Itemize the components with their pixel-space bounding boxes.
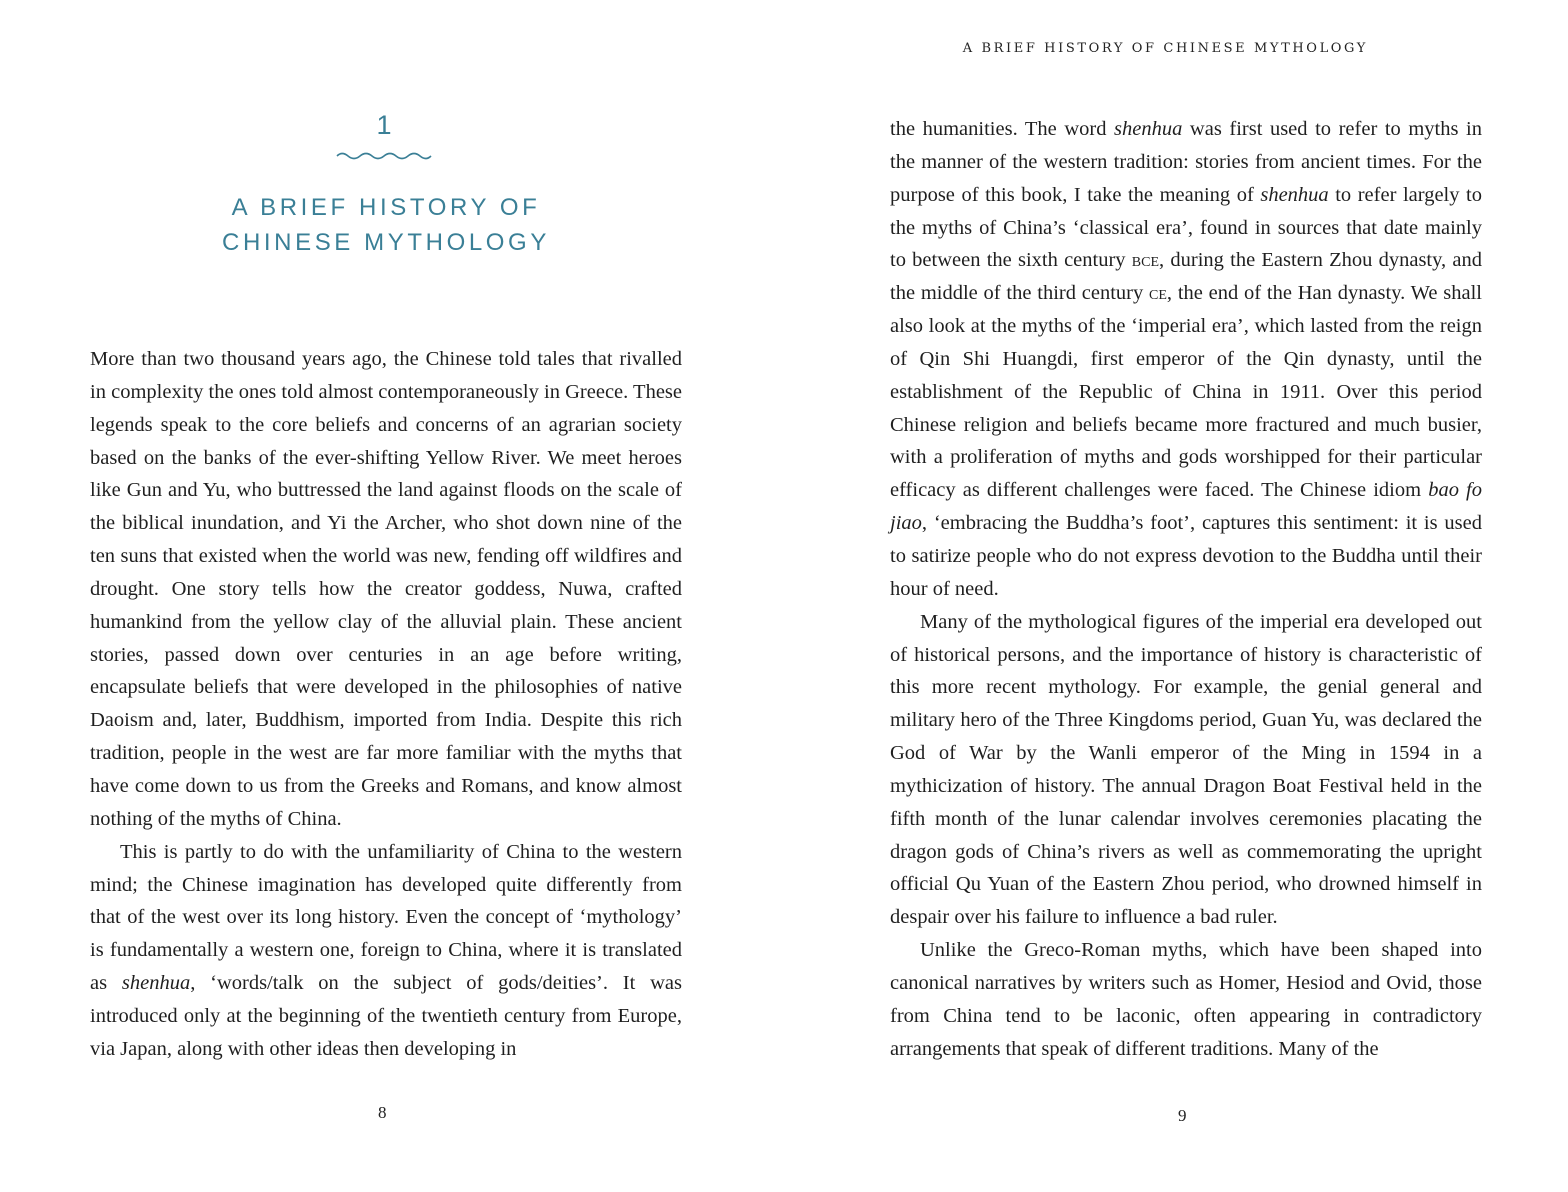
running-head: A BRIEF HISTORY OF CHINESE MYTHOLOGY: [962, 41, 1368, 56]
right-body-text: [890, 113, 1482, 1065]
left-body-text: [90, 343, 682, 1066]
chapter-title: [0, 190, 772, 260]
body-paragraph: More than two thousand years ago, the Chinese told tales that rivalled in complexity the ones told almost contemporaneously in Greece. These legends speak to the core beliefs and concerns of an agrarian society based on the banks of the ever-shifting Yellow River. We meet heroes like Gun and Yu, who buttressed the land against floods on the scale of the biblical inundation, and Yi the Archer, who shot down nine of the ten suns that existed when the world was new, fending off wildfires and drought. One story tells how the creator goddess, Nuwa, crafted humankind from the yellow clay of the alluvial plain. These ancient stories, passed down over centuries in an age before writing, encapsulate beliefs that were developed in the philosophies of native Daoism and, later, Buddhism, imported from India. Despite this rich tradition, people in the west are far more familiar with the myths that have come down to us from the Greeks and Romans, and know almost nothing of the myths of China.: [90, 348, 682, 830]
chapter-title-line-2: CHINESE MYTHOLOGY: [222, 229, 550, 256]
chapter-title-line-1: A BRIEF HISTORY OF: [231, 194, 541, 221]
body-paragraph: This is partly to do with the unfamiliarity of China to the western mind; the Chinese imagination has developed quite differently from that of the west over its long history. Even the concept of ‘mythology’ is fundamentally a western one, foreign to China, where it is translated as shenhua, ‘words/talk on the subject of gods/deities’. It was introduced only at the beginning of the twentieth century from Europe, via Japan, along with other ideas then developing in: [90, 840, 682, 1060]
page-number-left: 8: [378, 1103, 387, 1122]
chapter-number: 1: [376, 110, 392, 140]
body-paragraph: Many of the mythological figures of the imperial era developed out of historical persons, and the importance of history is characteristic of this more recent mythology. For example, the genial general and military hero of the Three Kingdoms period, Guan Yu, was declared the God of War by the Wanli emperor of the Ming in 1594 in a mythicization of history. The annual Dragon Boat Festival held in the fifth month of the lunar calendar involves ceremonies placating the dragon gods of China’s rivers as well as commemorating the upright official Qu Yuan of the Eastern Zhou period, who drowned himself in despair over his failure to influence a bad ruler.: [890, 610, 1482, 929]
right-page: [784, 0, 1568, 1192]
body-paragraph: the humanities. The word shenhua was first used to refer to myths in the manner of the western tradition: stories from ancient times. For the purpose of this book, I take the meaning of shenhua to refer largely to the myths of China’s ‘classical era’, found in sources that date mainly to between the sixth century bce, during the Eastern Zhou dynasty, and the middle of the third century ce, the end of the Han dynasty. We shall also look at the myths of the ‘imperial era’, which lasted from the reign of Qin Shi Huangdi, first emperor of the Qin dynasty, until the establishment of the Republic of China in 1911. Over this period Chinese religion and beliefs became more fractured and much busier, with a proliferation of myths and gods worshipped for their particular efficacy as different challenges were faced. The Chinese idiom bao fo jiao, ‘embracing the Buddha’s foot’, captures this sentiment: it is used to satirize people who do not express devotion to the Buddha until their hour of need.: [890, 118, 1483, 600]
body-paragraph: Unlike the Greco-Roman myths, which have been shaped into canonical narratives by writers such as Homer, Hesiod and Ovid, those from China tend to be laconic, often appearing in contradictory arrangements that speak of different traditions. Many of the: [890, 939, 1482, 1060]
wave-ornament-icon: [336, 150, 432, 162]
page-number-right: 9: [1178, 1106, 1187, 1125]
